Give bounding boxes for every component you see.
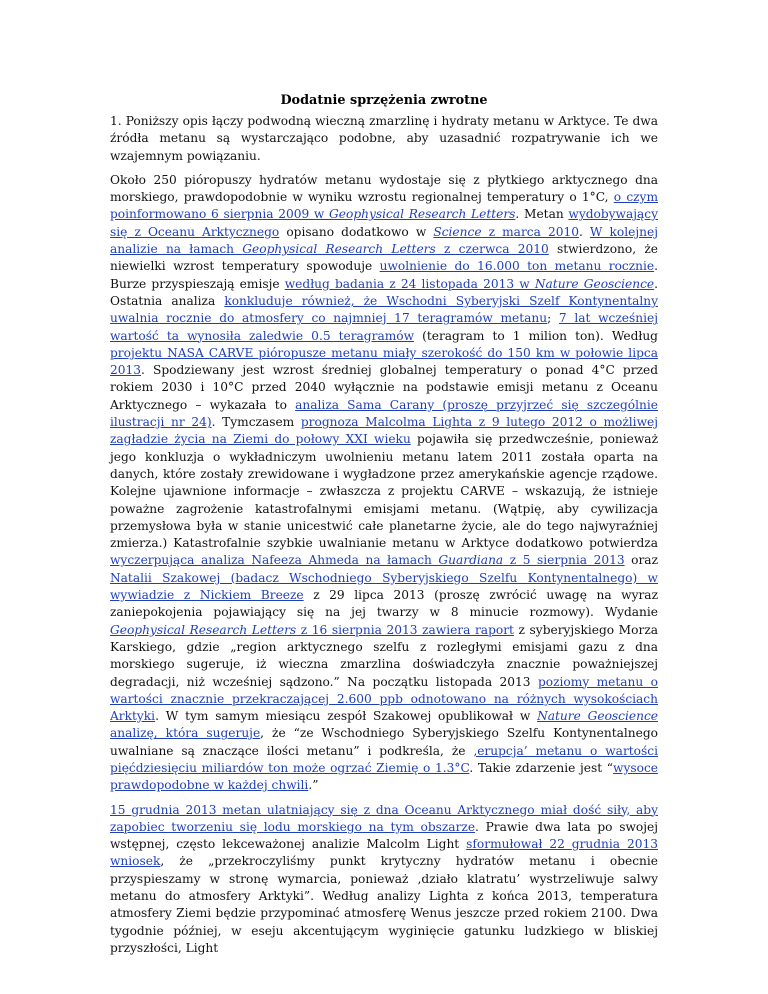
link-grl-2009[interactable]: o czym poinformowano 6 sierpnia 2009 w Geophysical Research Letters [110, 190, 659, 222]
text-run: , że “ze Wschodniego Syberyjskiego Szelfu Kontynentalnego uwalniane są znaczące ilości metanu” i podkreśla, że [110, 726, 658, 758]
text-run: (teragram to 1 milion ton). Według [414, 328, 658, 343]
link-methane-eruption[interactable]: ‚erupcja’ metanu o wartości pięćdziesięciu miliardów ton może ogrzać Ziemię o 1.3°C [110, 743, 658, 775]
text-run: . Spodziewany jest wzrost średniej globalnej temperatury o ponad 4°C przed rokiem 2030 i 10°C przed 2040 wyłącznie na podstawie emisji metanu z Oceanu Arktycznego – wykazała to [110, 363, 658, 412]
link-nafeez-ahmed-guardian[interactable]: wyczerpująca analiza Nafeeza Ahmeda na łamach Guardiana z 5 sierpnia 2013 [110, 553, 625, 568]
text-run: . Tymczasem [211, 415, 301, 430]
link-grl-aug-2013[interactable]: Geophysical Research Letters z 16 sierpnia 2013 zawiera raport [110, 622, 514, 637]
link-arctic-ocean-methane[interactable]: wydobywający się z Oceanu Arktycznego [110, 207, 659, 239]
link-malcolm-light-forecast[interactable]: prognoza Malcolma Lighta z 9 lutego 2012 o możliwej zagładzie życia na Ziemi do połowy XXI wieku [110, 415, 659, 447]
link-dec-15-2013[interactable]: 15 grudnia 2013 metan ulatniający się z dna Oceanu Arktycznego miał dość siły, aby zapobiec tworzeniu się lodu morskiego na tym obszarze [110, 802, 658, 834]
link-17-teragrams[interactable]: konkluduje również, że Wschodni Syberyjski Szelf Kontynentalny uwalnia rocznie do atmosfery co najmniej 17 teragramów metanu [110, 293, 658, 326]
text-run: . Prawie dwa lata po swojej wstępnej, często lekceważonej analizie Malcolm Light [110, 819, 658, 852]
link-grl-june-2010[interactable]: W kolejnej analizie na łamach Geophysical Research Letters z czerwca 2010 [110, 224, 658, 257]
link-nature-geoscience-analysis[interactable]: Nature Geoscience analizę, która sugeruje [110, 709, 658, 741]
text-run: . Burze przyspieszają emisje [110, 259, 658, 291]
text-run: pojawiła się przedwcześnie, ponieważ jego konkluzja o wykładniczym uwolnieniu metanu latem 2011 została oparta na danych, które zostały zrewidowane i wygładzone przez amerykańskie agencje rządowe. Kolejne ujawnione informacje – zwłaszcza z projektu CARVE – wskazują, że istnieje poważne zagrożenie katastrofalnymi emisjami metanu. (Wątpię, aby cywilizacja przemysłowa była w stanie unicestwić całe planetarne życie, ale do tego najwyraźniej zmierza.) Katastrofalnie szybkie uwalnianie metanu w Arktyce dodatkowo potwierdza [110, 432, 658, 551]
link-sam-carana-analysis[interactable]: analiza Sama Carany (proszę przyjrzeć się szczególnie ilustracji nr 24) [110, 397, 658, 430]
link-nasa-carve[interactable]: projektu NASA CARVE pióropusze metanu miały szerokość do 150 km w połowie lipca 2013 [110, 345, 658, 378]
text-run: . [578, 224, 590, 239]
link-dec-22-2013-conclusion[interactable]: sformułował 22 grudnia 2013 wniosek [110, 837, 658, 869]
link-science-2010[interactable]: Science z marca 2010 [433, 224, 579, 239]
body-paragraph-2 [110, 802, 658, 958]
text-run: . Metan [515, 207, 569, 222]
text-run: oraz [624, 553, 658, 568]
link-shakhova-interview[interactable]: Natalii Szakowej (badacz Wschodniego Syberyjskiego Szelfu Kontynentalnego) w wywiadzie z Nickiem Breeze [110, 570, 658, 603]
body-paragraph-1 [110, 172, 658, 795]
text-run: z syberyjskiego Morza Karskiego, gdzie „region arktycznego szelfu z rozległymi emisjami gazu z dna morskiego sugeruje, iż wieczna zmarzlina doświadczyła znacznie poważniejszej degradacji, niż wcześniej sądzono.” Na początku listopada 2013 [110, 622, 659, 689]
link-highly-probable[interactable]: wysoce prawdopodobne w każdej chwili [110, 760, 658, 793]
link-methane-2600-ppb[interactable]: poziomy metanu o wartości znacznie przekraczającej 2.600 ppb odnotowano na różnych wysokościach Arktyki [110, 674, 658, 724]
text-run: stwierdzono, że niewielki wzrost temperatury spowoduje [110, 242, 658, 274]
text-run: opisano dodatkowo w [279, 224, 434, 239]
link-16000-tons[interactable]: uwolnienie do 16.000 ton metanu rocznie [379, 259, 655, 274]
text-run: z 29 lipca 2013 (proszę zwrócić uwagę na wyraz zaniepokojenia pojawiający się na jej twarzy w 8 minucie rozmowy). Wydanie [110, 588, 658, 620]
text-run: . Takie zdarzenie jest “ [469, 760, 614, 775]
link-nature-geoscience-2013[interactable]: według badania z 24 listopada 2013 w Nature Geoscience [284, 276, 655, 291]
intro-paragraph: 1. Poniższy opis łączy podwodną wieczną zmarzlinę i hydraty metanu w Arktyce. Te dwa źródła metanu są wystarczająco podobne, aby uzasadnić rozpatrywanie ich we wzajemnym powiązaniu. [110, 114, 658, 163]
link-0-5-teragrams[interactable]: 7 lat wcześniej wartość ta wynosiła zaledwie 0.5 teragramów [110, 311, 658, 343]
document-page [110, 92, 658, 964]
text-run: . W tym samym miesiącu zespół Szakowej opublikował w [155, 709, 538, 724]
text-run: Około 250 pióropuszy hydratów metanu wydostaje się z płytkiego arktycznego dna morskiego, prawdopodobnie w wyniku wzrostu regionalnej temperatury o 1°C, [110, 172, 658, 205]
text-run: , że „przekroczyliśmy punkt krytyczny hydratów metanu i obecnie przyspieszamy w stronę wymarcia, ponieważ ‚działo klatratu’ wystrzeliwuje salwy metanu do atmosfery Arktyki”. Według analizy Lighta z końca 2013, temperatura atmosfery Ziemi będzie przypominać atmosferę Wenus jeszcze przed rokiem 2100. Dwa tygodnie później, w eseju akcentującym wyginięcie gatunku ludzkiego w bliskiej przyszłości, Light [110, 854, 658, 955]
text-run: .” [308, 778, 319, 793]
page-title: Dodatnie sprzężenia zwrotne [280, 93, 488, 108]
text-run: ; [547, 311, 559, 326]
text-run: . Ostatnia analiza [110, 276, 658, 308]
